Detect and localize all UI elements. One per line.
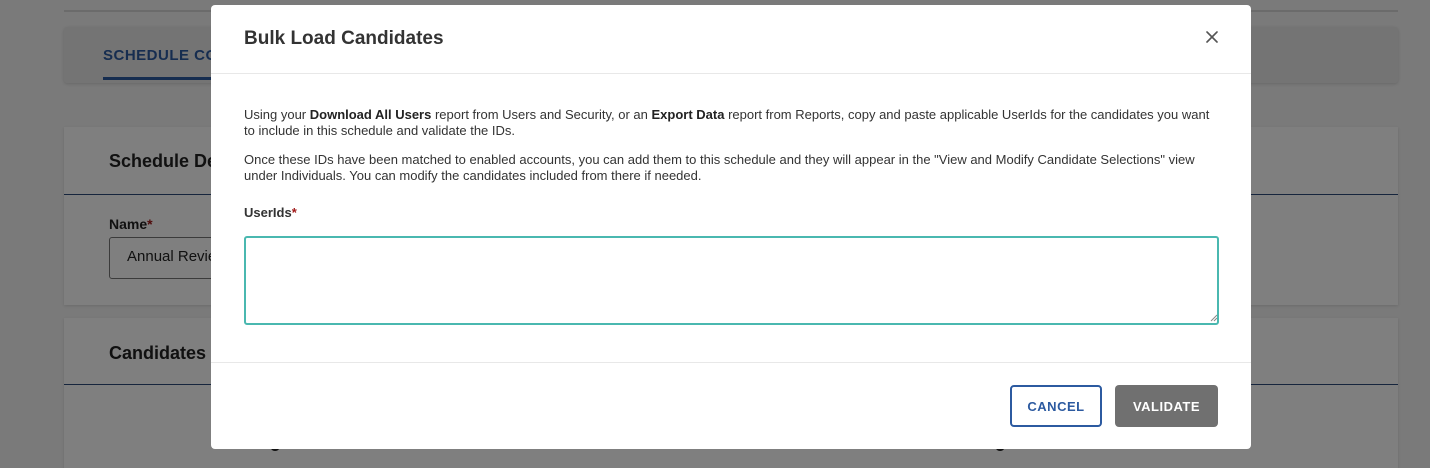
- modal-title: Bulk Load Candidates: [244, 28, 444, 49]
- close-icon: [1206, 31, 1218, 43]
- userids-label: UserIds*: [244, 205, 297, 220]
- userids-textarea[interactable]: [244, 236, 1219, 325]
- intro-text: Using your Download All Users report from Users and Security, or an Export Data report from Reports, copy and paste applicable UserIds for the candidates you want to include in this schedule and validate the IDs.: [244, 107, 1210, 138]
- cancel-button[interactable]: CANCEL: [1010, 385, 1102, 427]
- resize-grip-icon[interactable]: [1210, 314, 1218, 322]
- modal-body: [244, 107, 1219, 197]
- modal-header: [211, 5, 1251, 74]
- note-text: Once these IDs have been matched to enabled accounts, you can add them to this schedule and they will appear in the "View and Modify Candidate Selections" view under Individuals. You can modify the candidates included from there if needed.: [244, 152, 1195, 183]
- validate-button[interactable]: VALIDATE: [1115, 385, 1218, 427]
- bulk-load-candidates-dialog: [211, 5, 1251, 449]
- close-button[interactable]: [1201, 26, 1223, 48]
- required-marker: *: [291, 205, 297, 220]
- modal-footer: [211, 362, 1251, 449]
